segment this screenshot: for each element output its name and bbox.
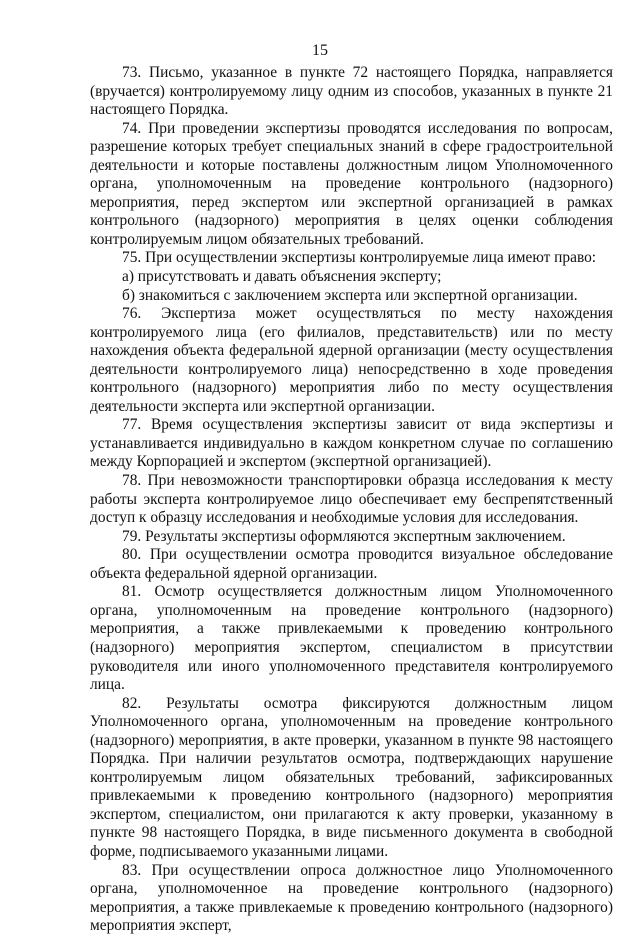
document-body (90, 64, 613, 936)
paragraph-77: 77. Время осуществления экспертизы зависит от вида экспертизы и устанавливается индивидуально в каждом конкретном случае по соглашению между Корпорацией и экспертом (экспертной организацией). (90, 416, 613, 471)
page-number: 15 (312, 42, 328, 59)
paragraph-83: 83. При осуществлении опроса должностное лицо Уполномоченного органа, уполномоченное на проведение контрольного (надзорного) мероприятия, а также привлекаемые к проведению контрольного (надзорного) мероприятия эксперт, (90, 861, 613, 935)
paragraph-79: 79. Результаты экспертизы оформляются экспертным заключением. (122, 527, 566, 545)
paragraph-78: 78. При невозможности транспортировки образца исследования к месту работы эксперта контролируемое лицо обеспечивает ему беспрепятственный доступ к образцу исследования и необходимые условия для исследования. (90, 472, 613, 527)
paragraph-80: 80. При осуществлении осмотра проводится визуальное обследование объекта федеральной ядерной организации. (90, 546, 613, 582)
paragraph-82: 82. Результаты осмотра фиксируются должностным лицом Уполномоченного органа, уполномоченным на проведение контрольного (надзорного) мероприятия, в акте проверки, указанном в пункте 98 настоящего Порядка. При наличии результатов осмотра, подтверждающих нарушение контролируемым лицом обязательных требований, зафиксированных привлекаемыми к проведению контрольного (надзорного) мероприятия экспертом, специалистом, они прилагаются к акту проверки, указанному в пункте 98 настоящего Порядка, в виде письменного документа в свободной форме, подписываемого указанными лицами. (90, 694, 613, 860)
paragraph-74: 74. При проведении экспертизы проводятся исследования по вопросам, разрешение которых требует специальных знаний в сфере градостроительной деятельности и которые поставлены должностным лицом Уполномоченного органа, уполномоченным на проведение контрольного (надзорного) мероприятия, перед экспертом или экспертной организацией в рамках контрольного (надзорного) мероприятия в целях оценки соблюдения контролируемым лицом обязательных требований. (90, 119, 613, 248)
paragraph-75-item-a: а) присутствовать и давать объяснения эксперту; (122, 268, 442, 286)
paragraph-75: 75. При осуществлении экспертизы контролируемые лица имеют право: (122, 249, 597, 267)
paragraph-73: 73. Письмо, указанное в пункте 72 настоящего Порядка, направляется (вручается) контролируемому лицу одним из способов, указанных в пункте 21 настоящего Порядка. (90, 64, 613, 119)
paragraph-75-item-b: б) знакомиться с заключением эксперта или экспертной организации. (122, 286, 578, 304)
paragraph-76: 76. Экспертиза может осуществляться по месту нахождения контролируемого лица (его филиалов, представительств) или по месту нахождения объекта федеральной ядерной организации (месту осуществления деятельности контролируемого лица) непосредственно в ходе проведения контрольного (надзорного) мероприятия либо по месту осуществления деятельности эксперта или экспертной организации. (90, 305, 613, 415)
paragraph-81: 81. Осмотр осуществляется должностным лицом Уполномоченного органа, уполномоченным на проведение контрольного (надзорного) мероприятия, а также привлекаемыми к проведению контрольного (надзорного) мероприятия экспертом, специалистом в присутствии руководителя или иного уполномоченного представителя контролируемого лица. (90, 583, 613, 694)
